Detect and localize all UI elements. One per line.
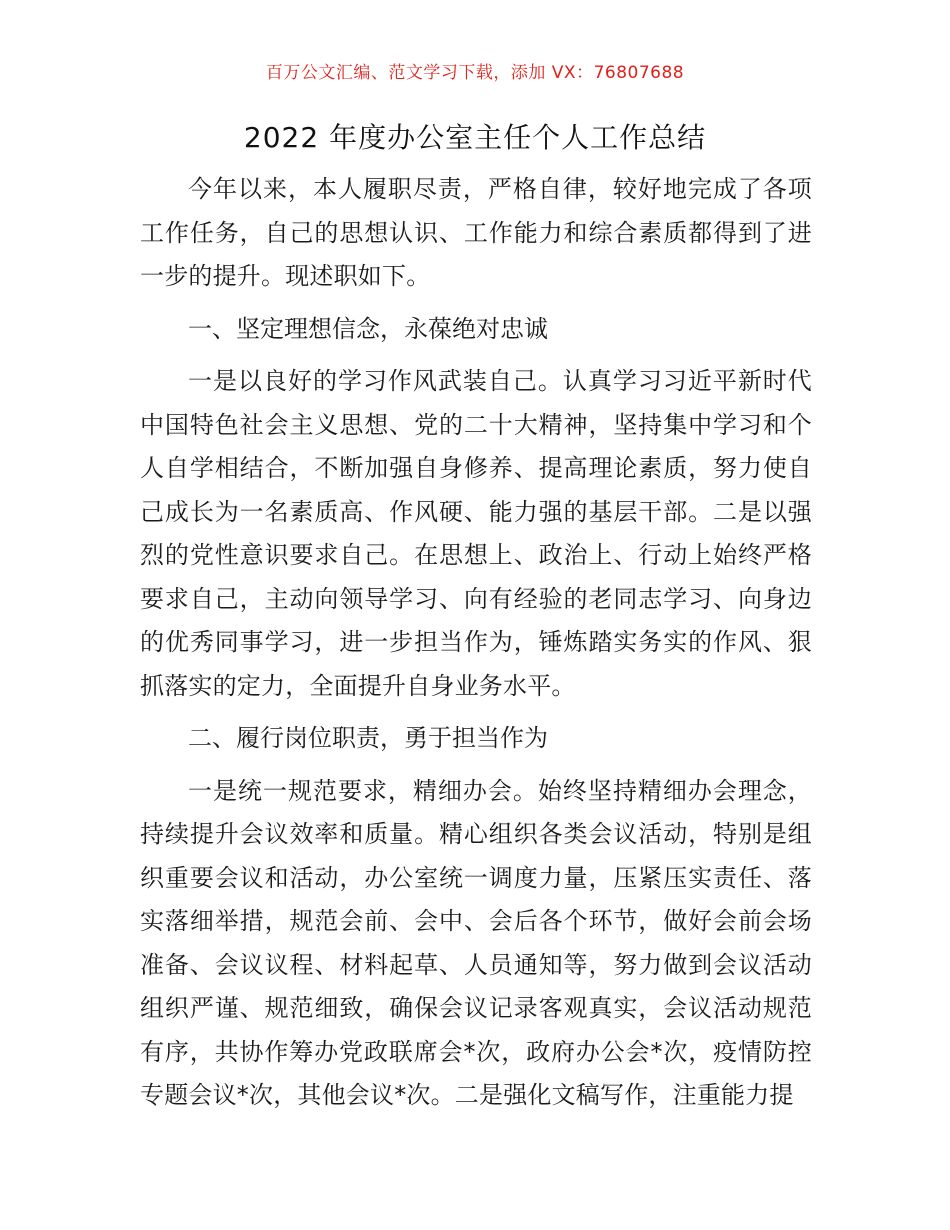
section-heading-1: 一、坚定理想信念，永葆绝对忠诚	[188, 314, 548, 343]
document-title: 2022 年度办公室主任个人工作总结	[243, 121, 707, 154]
document-body	[140, 168, 812, 1118]
section-paragraph-2: 一是统一规范要求，精细办会。始终坚持精细办会理念，持续提升会议效率和质量。精心组织各类会议活动，特别是组织重要会议和活动，办公室统一调度力量，压紧压实责任、落实落细举措，规范会前、会中、会后各个环节，做好会前会场准备、会议议程、材料起草、人员通知等，努力做到会议活动组织严谨、规范细致，确保会议记录客观真实，会议活动规范有序，共协作筹办党政联席会*次，政府办公会*次，疫情防控专题会议*次，其他会议*次。二是强化文稿写作，注重能力提	[140, 776, 812, 1109]
section-paragraph-1: 一是以良好的学习作风武装自己。认真学习习近平新时代中国特色社会主义思想、党的二十大精神，坚持集中学习和个人自学相结合，不断加强自身修养、提高理论素质，努力使自己成长为一名素质高、作风硬、能力强的基层干部。二是以强烈的党性意识要求自己。在思想上、政治上、行动上始终严格要求自己，主动向领导学习、向有经验的老同志学习、向身边的优秀同事学习，进一步担当作为，锤炼踏实务实的作风、狠抓落实的定力，全面提升自身业务水平。	[140, 367, 812, 700]
watermark-banner: 百万公文汇编、范文学习下载，添加 VX：76807688	[265, 63, 685, 83]
intro-paragraph: 今年以来，本人履职尽责，严格自律，较好地完成了各项工作任务，自己的思想认识、工作能力和综合素质都得到了进一步的提升。现述职如下。	[140, 175, 812, 290]
section-heading-2: 二、履行岗位职责，勇于担当作为	[188, 724, 548, 752]
